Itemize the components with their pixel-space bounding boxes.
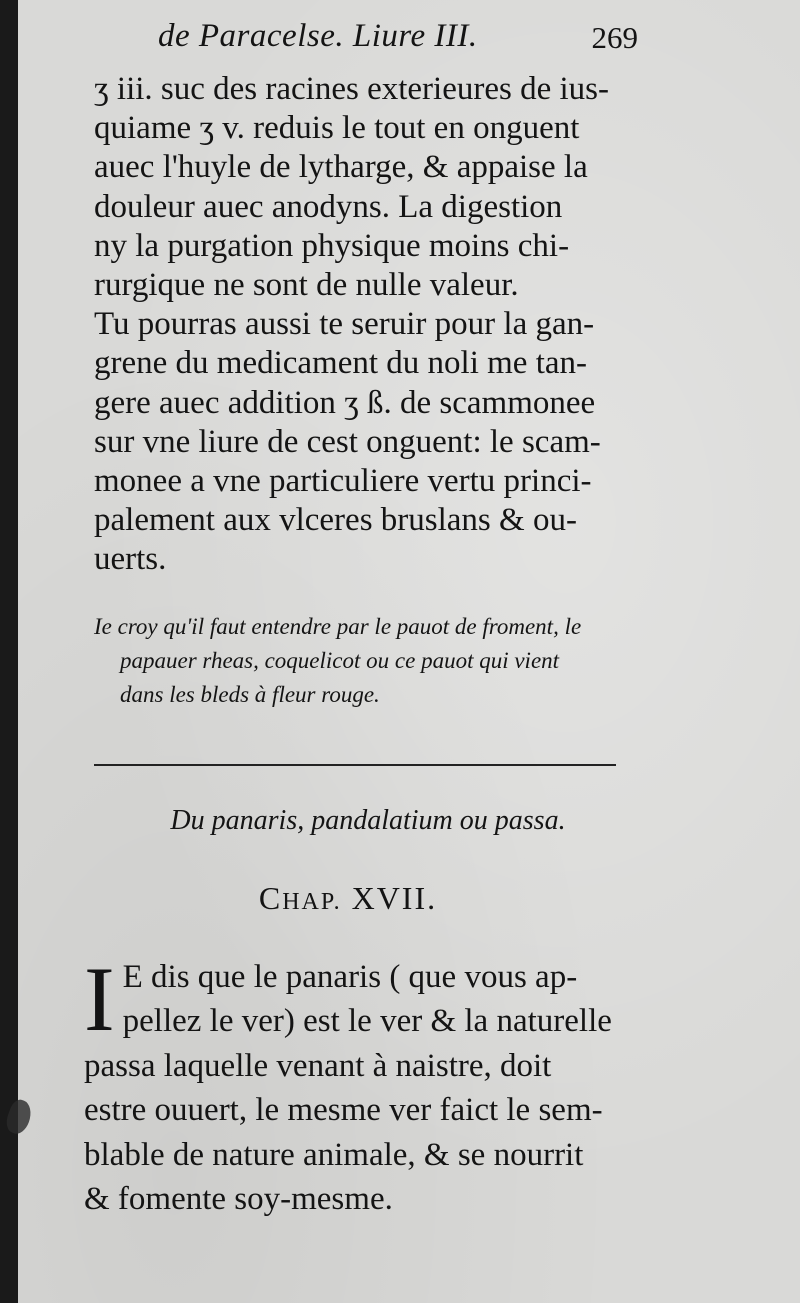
text-line: gere auec addition ʒ ß. de scammonee	[94, 384, 596, 421]
text-line: uerts.	[94, 541, 167, 578]
text-line: & fomente soy-mesme.	[84, 1181, 393, 1218]
text-line: auec l'huyle de lytharge, & appaise la	[94, 149, 588, 186]
chapter-number: XVII.	[351, 880, 438, 916]
horizontal-rule	[94, 764, 616, 766]
text-line: douleur auec anodyns. La digestion	[94, 188, 563, 225]
text-line: E dis que le panaris ( que vous ap-	[122, 959, 578, 995]
note-line: dans les bleds à fleur rouge.	[120, 682, 380, 707]
text-line: quiame ʒ v. reduis le tout en onguent	[94, 110, 580, 147]
text-line: ny la purgation physique moins chi-	[94, 227, 570, 264]
text-line: blable de nature animale, & se nourrit	[84, 1136, 584, 1173]
chapter-heading-initial: C	[258, 880, 283, 916]
section-title: Du panaris, pandalatium ou passa.	[170, 805, 566, 836]
book-page	[18, 0, 800, 1303]
body-text	[94, 70, 654, 580]
note-line: Ie croy qu'il faut entendre par le pauot de froment, le	[94, 614, 582, 639]
text-line: grene du medicament du noli me tan-	[94, 345, 588, 382]
text-line: sur vne liure de cest onguent: le scam-	[94, 423, 601, 460]
text-line: monee a vne particuliere vertu princi-	[94, 463, 592, 500]
text-line: rurgique ne sont de nulle valeur.	[94, 267, 519, 304]
text-line: passa laquelle venant à naistre, doit	[84, 1047, 552, 1084]
text-line: palement aux vlceres bruslans & ou-	[94, 502, 577, 539]
text-line: estre ouuert, le mesme ver faict le sem-	[84, 1092, 603, 1129]
drop-cap: I	[84, 948, 115, 1050]
chapter-heading	[18, 880, 678, 917]
page-header	[158, 18, 638, 64]
note-line: papauer rheas, coquelicot ou ce pauot qui vient	[120, 648, 560, 673]
text-line: pellez le ver) est le ver & la naturelle	[122, 1003, 612, 1040]
text-line: ʒ iii. suc des racines exterieures de ius-	[94, 71, 609, 107]
page-number: 269	[591, 20, 638, 55]
italic-note	[94, 610, 654, 712]
running-head: de Paracelse. Liure III.	[158, 18, 478, 54]
chapter-heading-word: HAP.	[282, 889, 342, 915]
text-line: Tu pourras aussi te seruir pour la gan-	[94, 306, 595, 343]
chapter-text	[84, 948, 644, 1221]
